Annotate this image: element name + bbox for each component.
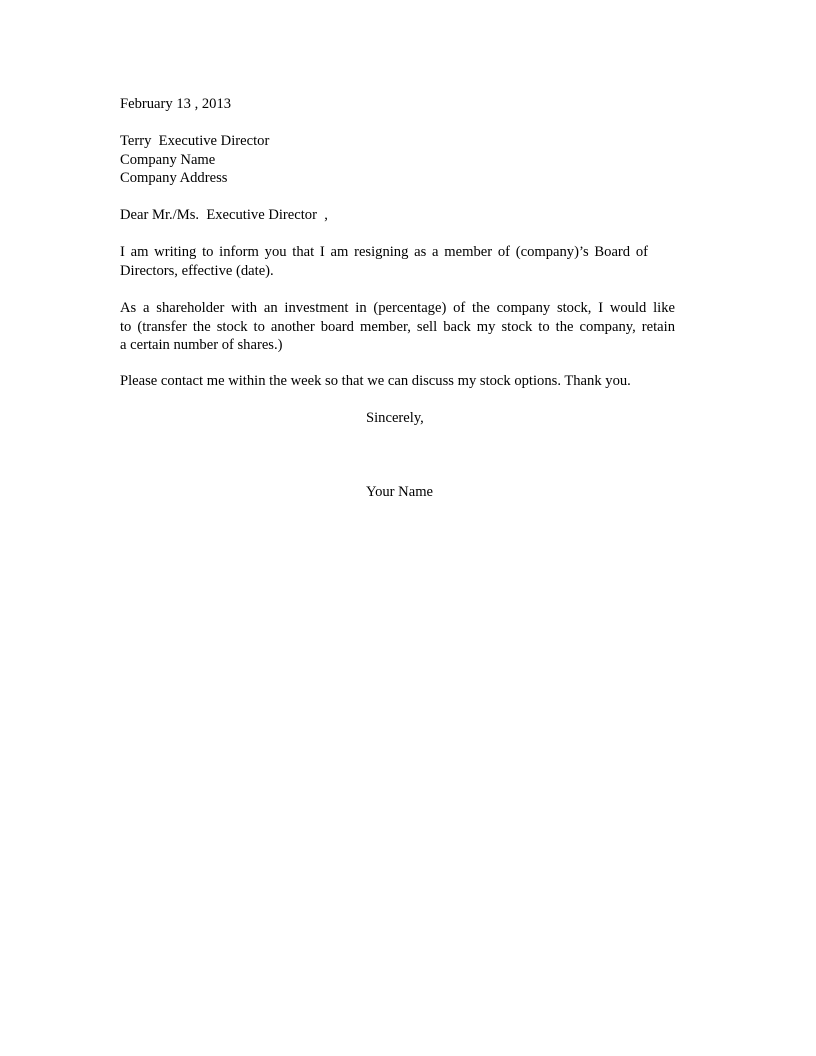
recipient-address-block <box>120 132 676 188</box>
paragraph-line: a certain number of shares.) <box>120 337 283 354</box>
signature-name <box>366 483 433 502</box>
closing <box>366 409 424 428</box>
paragraph-line: Please contact me within the week so that we can discuss my stock options. Thank you. <box>120 373 631 389</box>
recipient-name-title: Terry Executive Director <box>120 133 270 149</box>
recipient-company-name: Company Name <box>120 151 216 168</box>
signature-text: Your Name <box>366 484 434 500</box>
paragraph-line: As a shareholder with an investment in (percentage) of the company stock, I would like <box>120 300 675 316</box>
body-paragraph-contact <box>120 372 676 391</box>
letter-date <box>120 95 676 114</box>
paragraph-line: Directors, effective (date). <box>120 262 274 279</box>
paragraph-line: to (transfer the stock to another board member, sell back my stock to the company, retain <box>120 318 675 335</box>
salutation-text: Dear Mr./Ms. Executive Director , <box>120 207 328 223</box>
recipient-company-address: Company Address <box>120 170 228 187</box>
date-text: February 13 , 2013 <box>120 96 232 112</box>
closing-text: Sincerely, <box>366 410 424 426</box>
salutation <box>120 206 676 225</box>
body-paragraph-resignation <box>120 243 648 280</box>
body-paragraph-stock <box>120 299 675 355</box>
paragraph-line: I am writing to inform you that I am resigning as a member of (company)’s Board of <box>120 244 648 260</box>
